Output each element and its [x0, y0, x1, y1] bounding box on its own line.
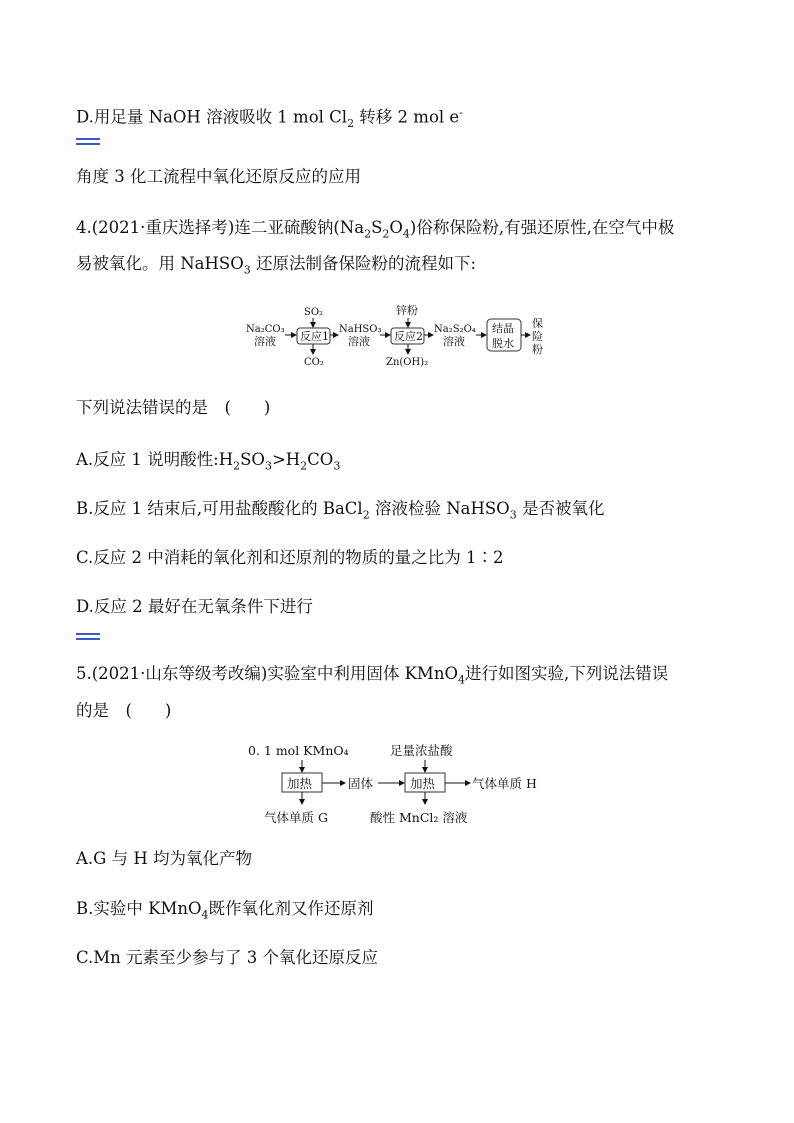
flow-co2: CO₂ [304, 357, 324, 368]
q3-option-d: D.用足量 NaOH 溶液吸收 1 mol $Cl_2$ 转移 2 mol e- [76, 106, 463, 130]
flow-dehydrate: 脱水 [492, 337, 514, 350]
q4-option-a: A.反应 1 说明酸性$:H_2SO_3>H_2CO_3$ [76, 450, 341, 473]
flow-solution-1: 溶液 [254, 335, 276, 348]
q4-flow-diagram [240, 298, 560, 370]
q4-question: 下列说法错误的是 ( ) [76, 398, 271, 417]
separator-mark [76, 633, 100, 643]
q4-option-c: C.反应 2 中消耗的氧化剂和还原剂的物质的量之比为 1∶2 [76, 548, 504, 567]
flow-solid: 固体 [348, 776, 374, 791]
flow-end-2: 险 [532, 330, 543, 343]
q5-option-b: B.实验中 KMnO$_4$既作氧化剂又作还原剂 [76, 899, 374, 922]
section-title: 角度 3 化工流程中氧化还原反应的应用 [76, 167, 361, 186]
flow-heat1: 加热 [287, 776, 313, 791]
flow-crystallize: 结晶 [492, 322, 514, 335]
flow-gas-h: 气体单质 H [472, 776, 537, 791]
flow-so2: SO₂ [304, 307, 324, 318]
q4-option-b: B.反应 1 结束后,可用盐酸酸化的 BaCl$_2$ 溶液检验 NaHSO$_3$ 是否被氧化 [76, 499, 605, 522]
separator-mark [76, 138, 100, 148]
flow-gas-g: 气体单质 G [264, 810, 328, 825]
flow-nahso3: NaHSO₃ [339, 324, 382, 335]
q5-stem-line1: 5.(2021·山东等级考改编)实验室中利用固体 KMnO$_4$进行如图实验,下列说法错误 [76, 664, 669, 687]
flow-kmno4-amount: 0. 1 mol KMnO₄ [248, 743, 349, 758]
q5-stem-line2: 的是 ( ) [76, 701, 172, 720]
flow-zinc-powder: 锌粉 [396, 304, 418, 317]
flow-end-3: 粉 [532, 343, 543, 356]
flow-end-1: 保 [532, 317, 543, 330]
q4-stem-line1: 4.(2021·重庆选择考)连二亚硫酸钠$(Na_2S_2O_4)$俗称保险粉,有强还原性,在空气中极 [76, 218, 675, 241]
flow-reaction2: 反应2 [394, 330, 423, 343]
q5-option-a: A.G 与 H 均为氧化产物 [76, 849, 252, 868]
flow-na2s2o4: Na₂S₂O₄ [434, 324, 476, 335]
q5-flow-diagram [240, 738, 560, 830]
flow-na2co3: Na₂CO₃ [246, 324, 285, 335]
q4-stem-line2: 易被氧化。用 NaHSO$_3$ 还原法制备保险粉的流程如下: [76, 254, 477, 277]
flow-heat2: 加热 [410, 776, 436, 791]
flow-solution-3: 溶液 [443, 335, 465, 348]
q4-option-d: D.反应 2 最好在无氧条件下进行 [76, 597, 313, 616]
flow-reaction1: 反应1 [300, 330, 329, 343]
q5-option-c: C.Mn 元素至少参与了 3 个氧化还原反应 [76, 948, 379, 967]
flow-zn-oh2: Zn(OH)₂ [386, 357, 429, 368]
flow-solution-2: 溶液 [348, 335, 370, 348]
flow-mncl2: 酸性 MnCl₂ 溶液 [370, 810, 468, 825]
flow-conc-hcl: 足量浓盐酸 [390, 743, 453, 758]
